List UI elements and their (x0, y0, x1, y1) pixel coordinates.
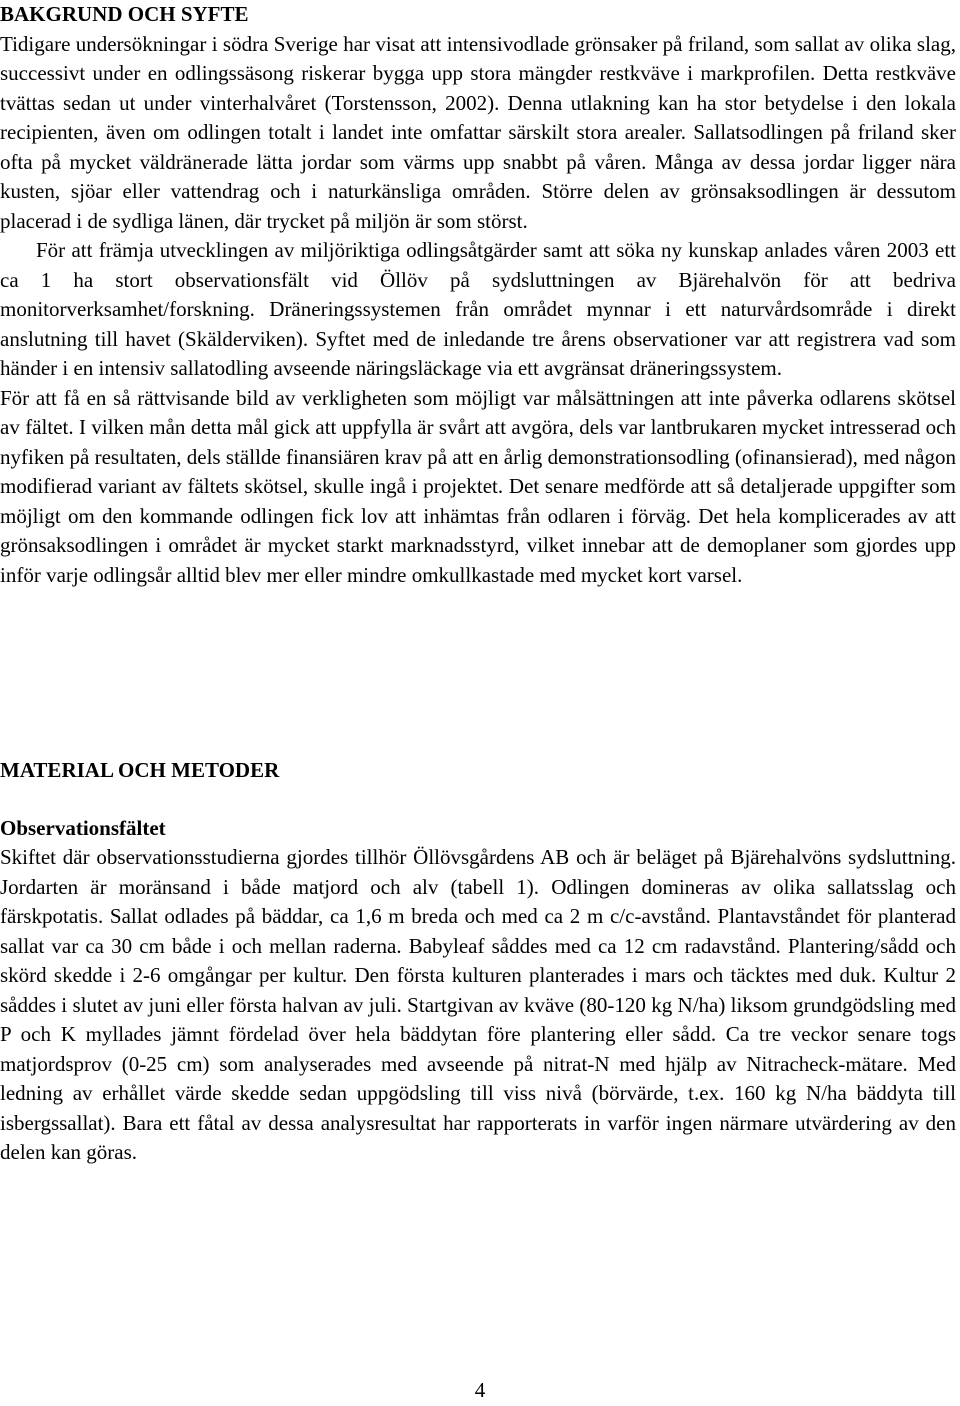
background-paragraph-3: För att få en så rättvisande bild av verkligheten som möjligt var målsättningen att inte påverka odlarens skötsel av fältet. I vilken mån detta mål gick att uppfylla är svårt att avgöra, dels var lantbrukaren mycket intresserad och nyfiken på resultaten, dels ställde finansiären krav på att en årlig demonstrationsodling (ofinansierad), med någon modifierad variant av fältets skötsel, skulle ingå i projektet. Det senare medförde att så detaljerade uppgifter som möjligt om den kommande odlingen fick lov att inhämtas från odlaren i förväg. Det hela komplicerades av att grönsaksodlingen i området är mycket starkt marknadsstyrd, vilket innebar att de demoplaner som gjordes upp inför varje odlingsår alltid blev mer eller mindre omkullkastade med mycket kort varsel. (0, 385, 956, 587)
background-paragraph-1: Tidigare undersökningar i södra Sverige har visat att intensivodlade grönsaker på friland, som sallat av olika slag, successivt under en odlingssäsong riskerar bygga upp stora mängder restkväve i markprofilen. Detta restkväve tvättas sedan ut under vinterhalvåret (Torstensson, 2002). Denna utlakning kan ha stor betydelse i den lokala recipienten, även om odlingen totalt i landet inte omfattar särskilt stora arealer. Sallatsodlingen på friland sker ofta på mycket väldränerade lätta jordar som värms upp snabbt på våren. Många av dessa jordar ligger nära kusten, sjöar eller vattendrag och i naturkänsliga områden. Större delen av grönsaksodlingen är dessutom placerad i de sydliga länen, där trycket på miljön är som störst. (0, 31, 956, 233)
document-page (0, 0, 956, 590)
section-heading-background: BAKGRUND OCH SYFTE (0, 2, 249, 26)
subheading-observation-field: Observationsfältet (0, 816, 166, 840)
methods-section (0, 843, 956, 1168)
page-number: 4 (474, 1378, 486, 1402)
section-heading-materials-methods: MATERIAL OCH METODER (0, 758, 280, 782)
background-paragraph-2: För att främja utvecklingen av miljöriktiga odlingsåtgärder samt att söka ny kunskap anlades våren 2003 ett ca 1 ha stort observationsfält vid Öllöv på sydsluttningen av Bjärehalvön för att bedriva monitorverksamhet/forskning. Dräneringssystemen från området mynnar i ett naturvårdsområde i direkt anslutning till havet (Skälderviken). Syftet med de inledande tre årens observationer var att registrera vad som händer i en intensiv sallatodling avseende näringsläckage via ett avgränsat dräneringssystem. (0, 238, 956, 380)
methods-paragraph-1: Skiftet där observationsstudierna gjordes tillhör Öllövsgårdens AB och är beläget på Bjärehalvöns sydsluttning. Jordarten är moränsand i både matjord och alv (tabell 1). Odlingen domineras av olika sallatsslag och färskpotatis. Sallat odlades på bäddar, ca 1,6 m breda och med ca 2 m c/c-avstånd. Plantavståndet för planterad sallat var ca 30 cm både i och mellan raderna. Babyleaf såddes med ca 12 cm radavstånd. Plantering/sådd och skörd skedde i 2-6 omgångar per kultur. Den första kulturen planterades i mars och täcktes med duk. Kultur 2 såddes i slutet av juni eller första halvan av juli. Startgivan av kväve (80-120 kg N/ha) liksom grundgödsling med P och K myllades jämnt fördelad över hela bäddytan före plantering eller sådd. Ca tre veckor senare togs matjordsprov (0-25 cm) som analyserades med avseende på nitrat-N med hjälp av Nitracheck-mätare. Med ledning av erhållet värde skedde sedan uppgödsling till viss nivå (börvärde, t.ex. 160 kg N/ha bäddyta till isbergssallat). Bara ett fåtal av dessa analysresultat har rapporterats in varför ingen närmare utvärdering av den delen kan göras. (0, 845, 956, 1164)
